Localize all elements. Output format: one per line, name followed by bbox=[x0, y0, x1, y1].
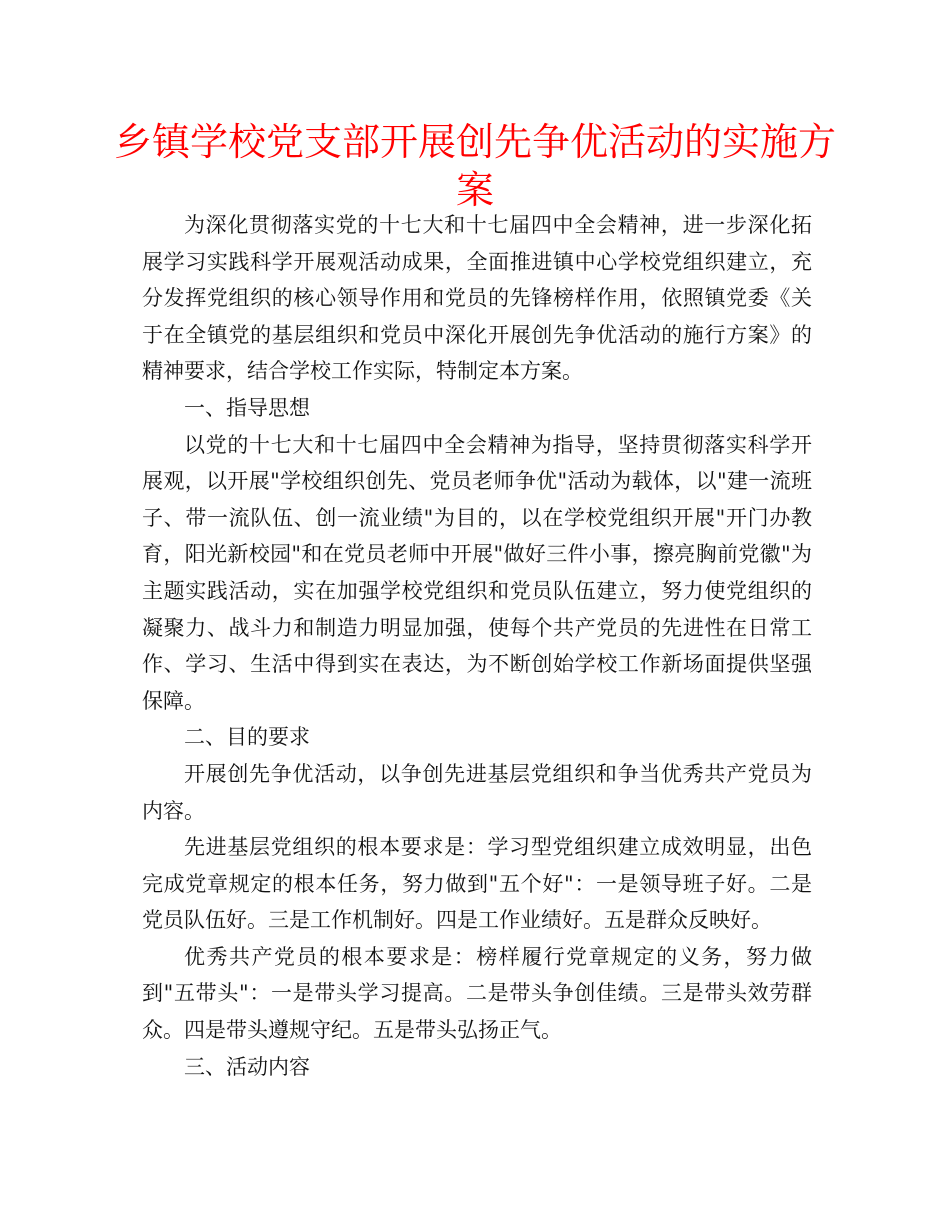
document-body bbox=[142, 207, 812, 1085]
section-heading-goals: 二、目的要求 bbox=[184, 725, 310, 750]
intro-paragraph: 为深化贯彻落实党的十七大和十七届四中全会精神，进一步深化拓展学习实践科学开展观活动成果，全面推进镇中心学校党组织建立，充分发挥党组织的核心领导作用和党员的先锋榜样作用，依照镇党委《关于在全镇党的基层组织和党员中深化开展创先争优活动的施行方案》的精神要求，结合学校工作实际，特制定本方案。 bbox=[142, 213, 812, 384]
document-title: 乡镇学校党支部开展创先争优活动的实施方案 bbox=[113, 120, 836, 212]
party-member-requirements-paragraph: 优秀共产党员的根本要求是：榜样履行党章规定的义务，努力做到"五带头"：一是带头学习提高。二是带头争创佳绩。三是带头效劳群众。四是带头遵规守纪。五是带头弘扬正气。 bbox=[142, 944, 812, 1043]
section-heading-activities: 三、活动内容 bbox=[184, 1054, 310, 1079]
section-heading-guiding-thought: 一、指导思想 bbox=[184, 395, 310, 420]
party-organization-requirements-paragraph: 先进基层党组织的根本要求是：学习型党组织建立成效明显，出色完成党章规定的根本任务，努力做到"五个好"：一是领导班子好。二是党员队伍好。三是工作机制好。四是工作业绩好。五是群众反映好。 bbox=[142, 835, 812, 933]
guiding-thought-paragraph: 以党的十七大和十七届四中全会精神为指导，坚持贯彻落实科学开展观，以开展"学校组织创先、党员老师争优"活动为载体，以"建一流班子、带一流队伍、创一流业绩"为目的，以在学校党组织开展"开门办教育，阳光新校园"和在党员老师中开展"做好三件小事，擦亮胸前党徽"为主题实践活动，实在加强学校党组织和党员队伍建立，努力使党组织的凝聚力、战斗力和制造力明显加强，使每个共产党员的先进性在日常工作、学习、生活中得到实在表达，为不断创始学校工作新场面提供坚强保障。 bbox=[142, 432, 812, 713]
goals-paragraph: 开展创先争优活动，以争创先进基层党组织和争当优秀共产党员为内容。 bbox=[142, 761, 812, 823]
